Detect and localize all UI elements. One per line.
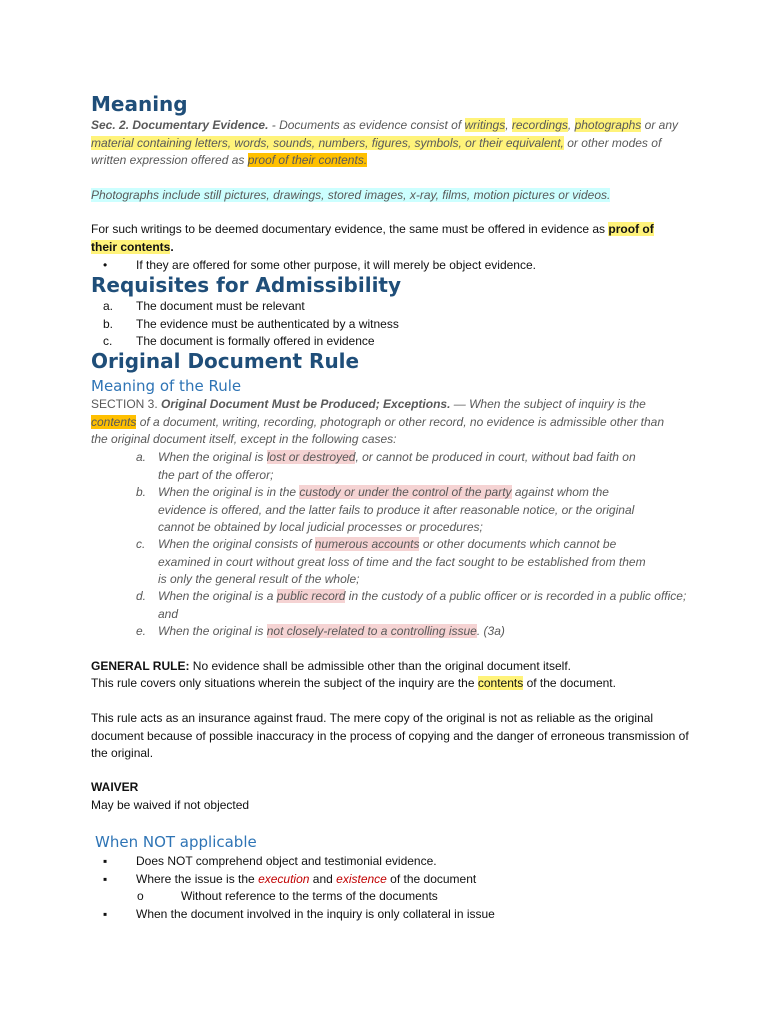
- exception-item: When the original is in the custody or under the control of the party against whom the evidence is offered, and the latter fails to produce it after reasonable notice, or the original cannot be obtained by local judicial processes or procedures;: [158, 485, 635, 534]
- heading-not-applicable: When NOT applicable: [95, 833, 257, 851]
- waiver-text: May be waived if not objected: [91, 798, 250, 812]
- exception-item: When the original is lost or destroyed, or cannot be produced in court, without bad faith on the part of the offeror;: [158, 450, 636, 482]
- hl-writings: writings: [464, 118, 506, 132]
- list-marker: a.: [103, 299, 114, 313]
- red-existence: existence: [336, 872, 387, 886]
- not-applicable-item: When the document involved in the inquiry is only collateral in issue: [136, 907, 495, 921]
- waiver-label: WAIVER: [91, 780, 139, 794]
- sec2-title: Sec. 2. Documentary Evidence.: [91, 118, 269, 132]
- exception-marker: b.: [136, 485, 147, 499]
- exception-item: When the original is a public record in the custody of a public officer or is recorded in a public office; and: [158, 589, 687, 621]
- section3-title: Original Document Must be Produced; Exceptions.: [161, 397, 451, 411]
- hl-contents: contents: [91, 414, 137, 429]
- heading-requisites: Requisites for Admissibility: [91, 273, 402, 297]
- hl-proof-of-contents: proof of their contents.: [247, 153, 368, 167]
- hl-contents-2: contents: [477, 676, 524, 690]
- red-execution: execution: [258, 872, 310, 886]
- general-rule-label: GENERAL RULE:: [91, 659, 190, 673]
- hl-recordings: recordings: [511, 118, 568, 132]
- square-bullet: ▪: [103, 854, 108, 868]
- documentary-evidence-paragraph: For such writings to be deemed documentary evidence, the same must be offered in evidence as proof of their contents.: [91, 222, 654, 254]
- section3-text: SECTION 3. Original Document Must be Produced; Exceptions. — When the subject of inquiry is the contents of a document, writing, recording, photograph or other record, no evidence is admissible other than the original document itself, except in the following cases:: [91, 397, 665, 446]
- hl-proof-bold: proof of their contents: [91, 222, 654, 254]
- requisite-item: The evidence must be authenticated by a witness: [136, 317, 399, 331]
- exception-marker: c.: [136, 537, 146, 551]
- exception-item: When the original is not closely-related to a controlling issue. (3a): [158, 624, 505, 638]
- heading-meaning: Meaning: [91, 92, 188, 116]
- subheading-meaning-of-rule: Meaning of the Rule: [91, 377, 242, 395]
- general-rule: GENERAL RULE: No evidence shall be admissible other than the original document itself.: [91, 659, 572, 673]
- not-applicable-item: Where the issue is the execution and existence of the document: [136, 872, 477, 886]
- hl-material: material containing letters, words, sounds, numbers, figures, symbols, or their equivalent,: [91, 135, 564, 150]
- bullet-marker: •: [103, 258, 108, 272]
- bullet-object-evidence: If they are offered for some other purpose, it will merely be object evidence.: [136, 258, 536, 272]
- hl-photographs: photographs: [574, 118, 642, 132]
- insurance-paragraph: This rule acts as an insurance against fraud. The mere copy of the original is not as reliable as the original document because of possible inaccuracy in the process of copying and the danger of erroneous transmission of the original.: [91, 711, 689, 760]
- square-bullet: ▪: [103, 872, 108, 886]
- heading-original-document-rule: Original Document Rule: [91, 349, 360, 373]
- exception-marker: e.: [136, 624, 147, 638]
- exception-item: When the original consists of numerous accounts or other documents which cannot be examined in court without great loss of time and the fact sought to be established from them is only the general result of the whole;: [158, 537, 646, 586]
- list-marker: c.: [103, 334, 113, 348]
- circle-bullet: o: [137, 889, 144, 903]
- requisite-item: The document is formally offered in evidence: [136, 334, 375, 348]
- exception-marker: a.: [136, 450, 147, 464]
- square-bullet: ▪: [103, 907, 108, 921]
- not-applicable-item: Does NOT comprehend object and testimonial evidence.: [136, 854, 437, 868]
- exception-marker: d.: [136, 589, 147, 603]
- requisite-item: The document must be relevant: [136, 299, 305, 313]
- sec2-definition: Sec. 2. Documentary Evidence. - Documents as evidence consist of writings, recordings, photographs or any material containing letters, words, sounds, numbers, figures, symbols, or their equivalent, or other modes of written expression offered as proof of their contents.: [91, 118, 678, 167]
- photographs-note: Photographs include still pictures, drawings, stored images, x-ray, films, motion pictures or videos.: [91, 188, 611, 202]
- list-marker: b.: [103, 317, 114, 331]
- rule-coverage: This rule covers only situations wherein the subject of the inquiry are the contents of the document.: [91, 676, 616, 690]
- not-applicable-subitem: Without reference to the terms of the documents: [181, 889, 438, 903]
